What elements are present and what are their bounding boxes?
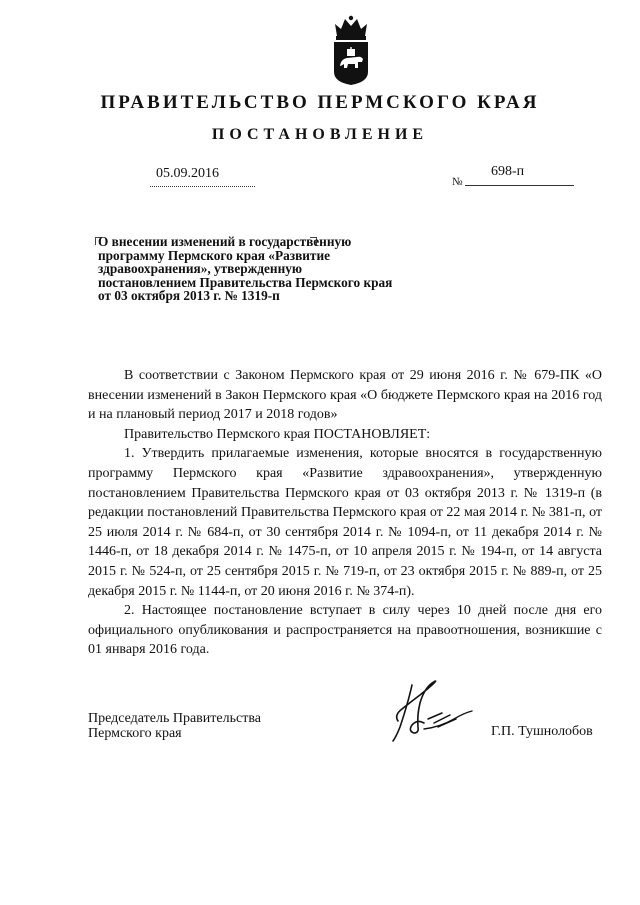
signatory-title-line-2: Пермского края [88,726,182,741]
document-subject: О внесении изменений в государственную программу Пермского края «Развитие здравоохранения», утвержденную постановлением Правительства Пермского края от 03 октября 2013 г. № 1319-п [98,234,393,304]
document-number: 698-п [491,164,525,179]
body-paragraph-resolves: Правительство Пермского края ПОСТАНОВЛЯЕТ: [124,426,431,442]
signatory-title [88,711,261,741]
government-title: ПРАВИТЕЛЬСТВО ПЕРМСКОГО КРАЯ [100,92,540,113]
body-paragraph-item-1: 1. Утвердить прилагаемые изменения, которые вносятся в государственную программу Пермского края «Развитие здравоохранения», утвержденную постановлением Правительства Пермского края от 03 октября 2013 г. № 1319-п (в редакции постановлений Правительства Пермского края от 22 мая 2014 г. № 381-п, от 25 июля 2014 г. № 684-п, от 30 сентября 2014 г. № 1094-п, от 11 декабря 2014 г. № 1446-п, от 18 декабря 2014 г. № 1475-п, от 10 апреля 2015 г. № 194-п, от 14 августа 2015 г. № 524-п, от 25 сентября 2015 г. № 719-п, от 23 октября 2015 г. № 889-п, от 25 декабря 2015 г. № 1144-п, от 20 июня 2016 г. № 374-п). [88,446,602,599]
date-underline [150,186,255,187]
signatory-name: Г.П. Тушнолобов [491,724,593,739]
document-body [88,366,602,660]
coat-of-arms-icon [330,14,372,86]
body-paragraph-preamble: В соответствии с Законом Пермского края от 29 июня 2016 г. № 679-ПК «О внесении изменений в Закон Пермского края «О бюджете Пермского края на 2016 год и на плановый период 2017 и 2018 годов» [88,368,602,423]
number-sign: № [452,176,463,188]
body-paragraph-item-2: 2. Настоящее постановление вступает в силу через 10 дней после дня его официального опубликования и распространяется на правоотношения, возникшие с 01 января 2016 года. [88,603,602,658]
number-underline [465,185,574,186]
signatory-title-line-1: Председатель Правительства [88,711,261,726]
document-type: ПОСТАНОВЛЕНИЕ [211,126,429,143]
handwritten-signature [390,675,485,745]
document-date: 05.09.2016 [156,166,219,181]
